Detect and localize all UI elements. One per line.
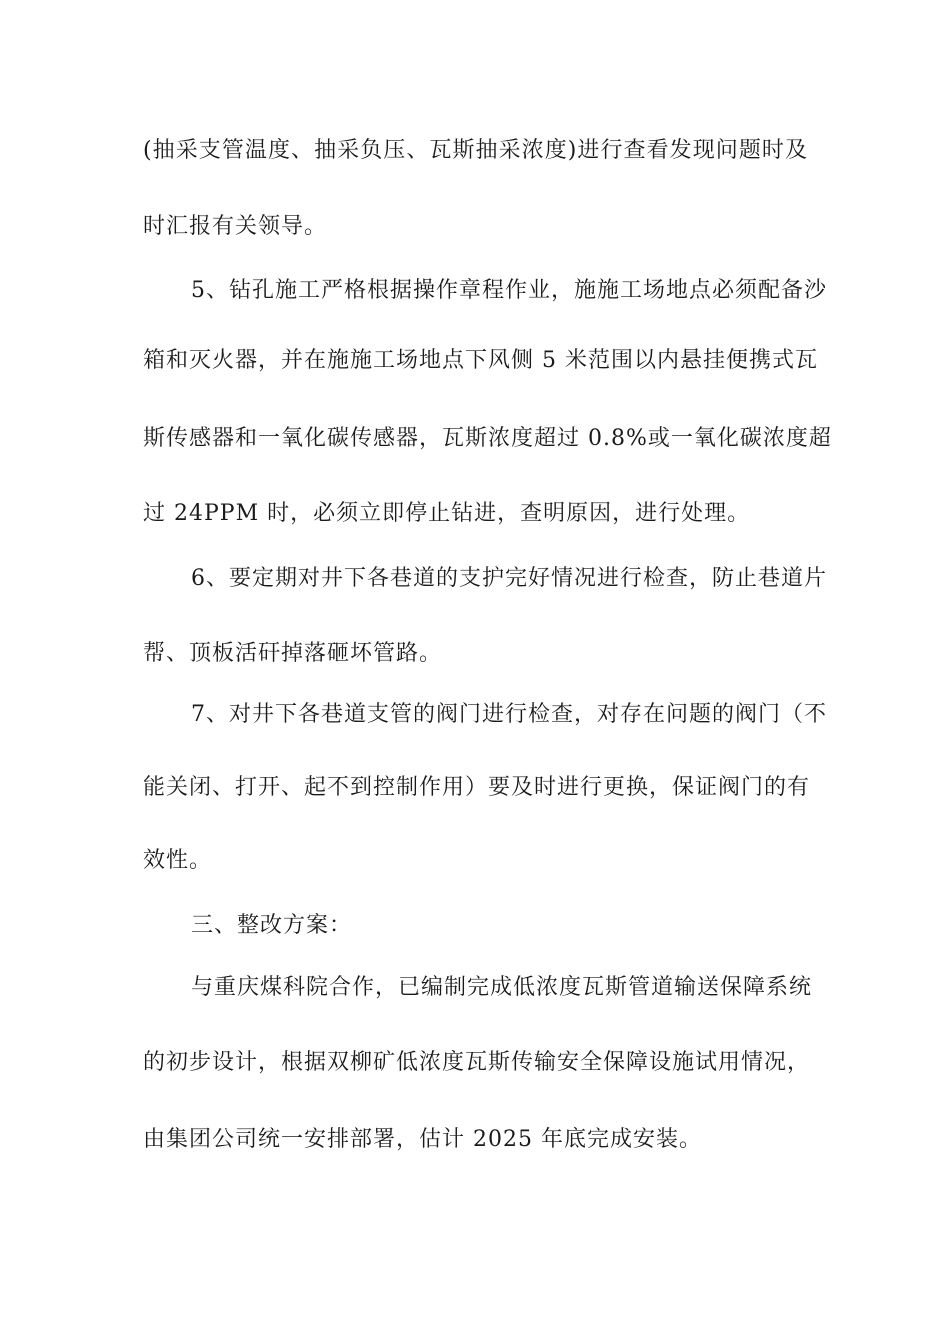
text-line: 能关闭、打开、起不到控制作用）要及时进行更换，保证阀门的有 <box>143 775 811 800</box>
text-line: 斯传感器和一氧化碳传感器，瓦斯浓度超过 0.8%或一氧化碳浓度超 <box>143 426 832 451</box>
text-line: 与重庆煤科院合作，已编制完成低浓度瓦斯管道输送保障系统 <box>191 975 813 1000</box>
text-line: 箱和灭火器，并在施施工场地点下风侧 5 米范围以内悬挂便携式瓦 <box>143 348 818 373</box>
text-line: 过 24PPM 时，必须立即停止钻进，查明原因，进行处理。 <box>143 501 751 526</box>
text-line: 5、钻孔施工严格根据操作章程作业，施施工场地点必须配备沙 <box>191 278 827 303</box>
section-heading: 三、整改方案： <box>191 913 353 938</box>
text-line: 帮、顶板活矸掉落砸坏管路。 <box>143 641 443 666</box>
text-line: 由集团公司统一安排部署，估计 2025 年底完成安装。 <box>143 1127 702 1152</box>
text-line: 的初步设计，根据双柳矿低浓度瓦斯传输安全保障设施试用情况， <box>143 1050 811 1075</box>
text-line: (抽采支管温度、抽采负压、瓦斯抽采浓度)进行查看发现问题时及 <box>143 138 808 163</box>
text-line: 7、对井下各巷道支管的阀门进行检查，对存在问题的阀门（不 <box>191 702 827 727</box>
text-line: 时汇报有关领导。 <box>143 214 328 239</box>
text-line: 6、要定期对井下各巷道的支护完好情况进行检查，防止巷道片 <box>191 566 827 591</box>
text-line: 效性。 <box>143 848 213 873</box>
